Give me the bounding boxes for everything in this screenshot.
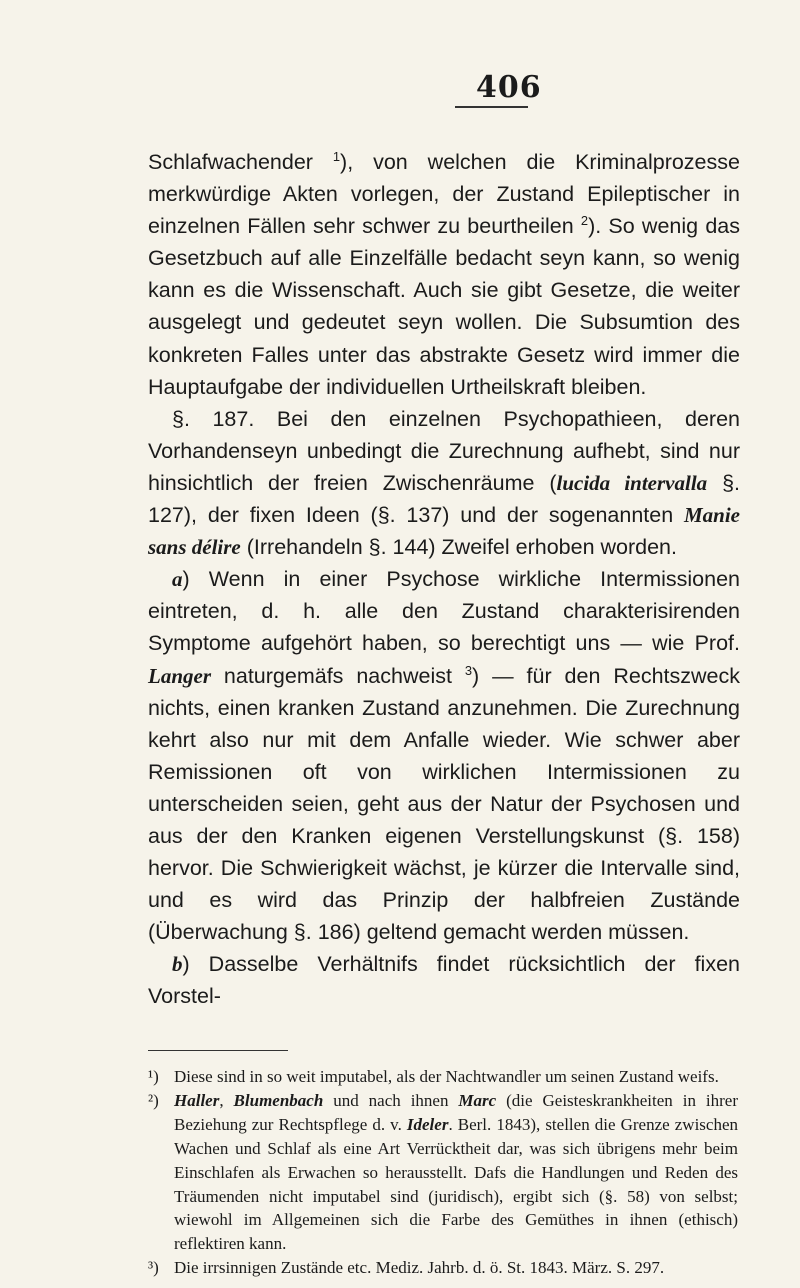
footnote-3: ³) Die irrsinnigen Zustände etc. Mediz. Jahrb. d. ö. St. 1843. März. S. 297. <box>148 1256 738 1280</box>
list-marker-a: a <box>172 567 183 592</box>
french-term: Manie sans délire <box>148 503 740 560</box>
footnote-mark: ¹) <box>148 1067 159 1086</box>
paragraph-section-187: §. 187. Bei den einzelnen Psychopathieen, deren Vorhandenseyn unbedingt die Zurechnung aufhebt, sind nur hinsichtlich der freien Zwischenräume (lucida intervalla §. 127), der fixen Ideen (§. 137) und der sogenannten Manie sans délire (Irrehandeln §. 144) Zweifel erhoben worden. <box>148 406 740 560</box>
footnote-mark: ³) <box>148 1258 159 1278</box>
footnote-ref-1[interactable]: 1 <box>332 148 341 164</box>
latin-term: lucida intervalla <box>556 470 708 495</box>
main-text <box>148 146 740 1013</box>
footnote-ref-3[interactable]: 3 <box>464 662 473 678</box>
footnote-2: ²) Haller, Blumenbach und nach ihnen Marc (die Geisteskrankheiten in ihrer Beziehung zur Rechtspflege d. v. Ideler. Berl. 1843), stellen die Grenze zwischen Wachen und Schlaf als eine Art Verrücktheit dar, was sich übrigens mehr beim Einschlafen als Erwachen so herausstellt. Dafs die Handlungen und Reden des Träumenden nicht imputabel sind (juridisch), ergibt sich (§. 58) von selbst; wiewohl im Allgemeinen sich die Farbe des Gemüthes in ihnen (ethisch) reflektiren kann. <box>148 1090 738 1254</box>
list-marker-b: b <box>172 952 183 977</box>
page-number: 406 <box>476 70 542 105</box>
footnote-separator <box>148 1050 288 1051</box>
footnote-ref-2[interactable]: 2 <box>580 213 589 229</box>
page-number-rule <box>455 106 528 108</box>
paragraph-a: a) Wenn in einer Psychose wirkliche Intermissionen eintreten, d. h. alle den Zustand charakterisirenden Symptome aufgehört haben, so berechtigt uns — wie Prof. Langer naturgemäfs nachweist $^3$) — für den Rechtszweck nichts, einen kranken Zustand anzunehmen. Die Zurechnung kehrt also nur mit dem Anfalle wieder. Wie schwer aber Remissionen oft von wirklichen Intermissionen zu unterscheiden seien, geht aus der Natur der Psychosen und aus der den Kranken eigenen Verstellungskunst (§. 158) hervor. Die Schwierigkeit wächst, je kürzer die Intervalle sind, und es wird das Prinzip der halbfreien Zustände (Überwachung §. 186) geltend gemacht werden müssen. <box>148 567 740 945</box>
author-name-langer: Langer <box>148 663 211 688</box>
paragraph-b: b) Dasselbe Verhältnifs findet rücksichtlich der fixen Vorstel- <box>148 952 740 1009</box>
footnotes <box>148 1065 738 1280</box>
paragraph-1: Schlafwachender $^1$), von welchen die Kriminalprozesse merkwürdige Akten vorlegen, der Zustand Epileptischer in einzelnen Fällen sehr schwer zu beurtheilen $^2$). So wenig das Gesetzbuch auf alle Einzelfälle bedacht seyn kann, so wenig kann es die Wissenschaft. Auch sie gibt Gesetze, die weiter ausgelegt und gedeutet seyn wollen. Die Subsumtion des konkreten Falles unter das abstrakte Gesetz wird immer die Hauptaufgabe der individuellen Urtheilskraft bleiben. <box>148 148 740 399</box>
footnote-mark: ²) <box>148 1090 159 1110</box>
footnote-1: ¹) Diese sind in so weit imputabel, als der Nachtwandler um seinen Zustand weifs. <box>148 1065 738 1089</box>
